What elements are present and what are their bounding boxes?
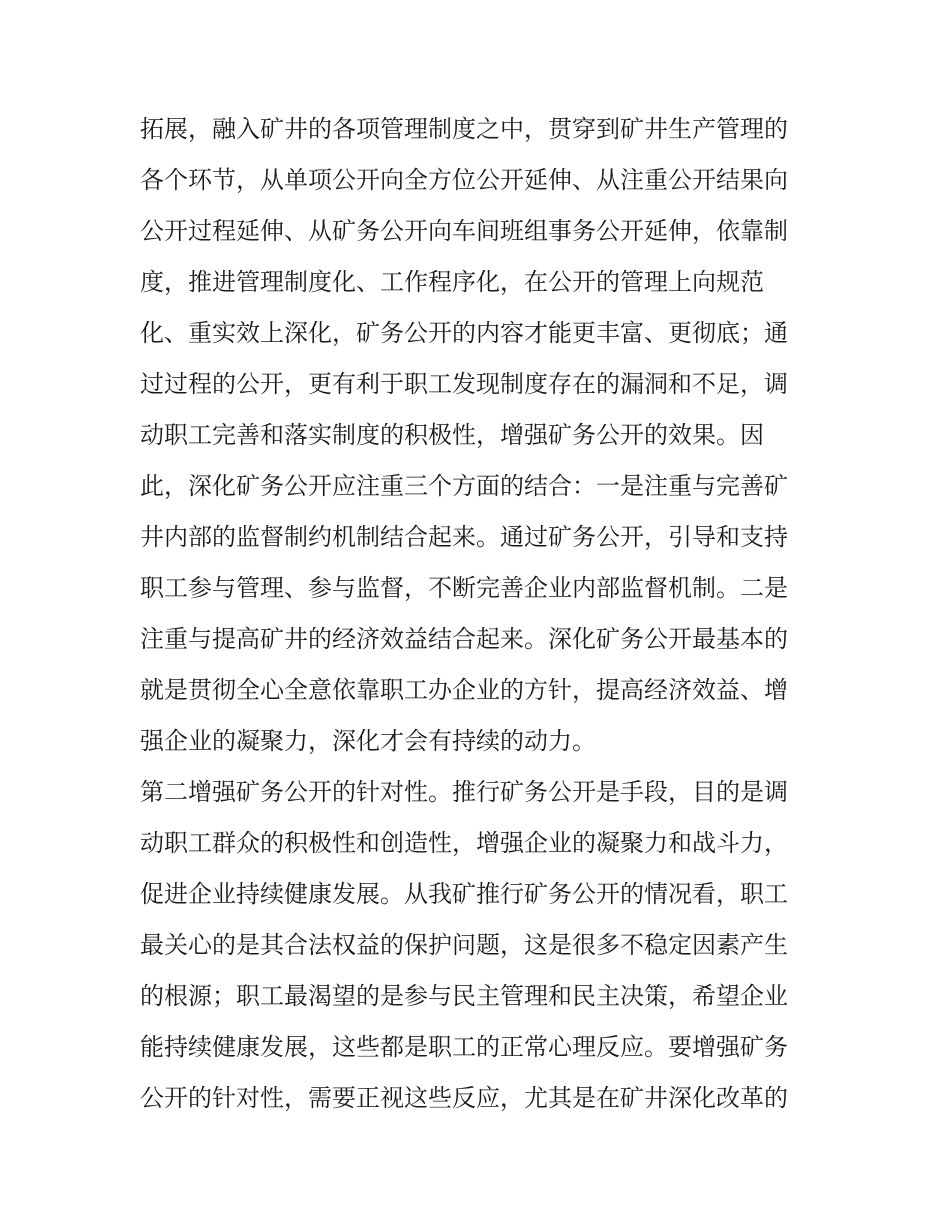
text-line: 能持续健康发展，这些都是职工的正常心理反应。要增强矿务 [140,1033,788,1061]
text-line: 过过程的公开，更有利于职工发现制度存在的漏洞和不足，调 [140,370,788,398]
text-line: 此，深化矿务公开应注重三个方面的结合：一是注重与完善矿 [140,472,788,500]
text-line: 化、重实效上深化，矿务公开的内容才能更丰富、更彻底；通 [140,319,788,347]
text-line: 第二增强矿务公开的针对性。推行矿务公开是手段，目的是调 [140,778,788,806]
text-line: 公开的针对性，需要正视这些反应，尤其是在矿井深化改革的 [140,1084,788,1112]
text-line: 强企业的凝聚力，深化才会有持续的动力。 [140,727,596,755]
text-line: 动职工群众的积极性和创造性，增强企业的凝聚力和战斗力， [140,829,788,857]
text-line: 注重与提高矿井的经济效益结合起来。深化矿务公开最基本的 [140,625,788,653]
text-line: 公开过程延伸、从矿务公开向车间班组事务公开延伸，依靠制 [140,217,788,245]
text-line: 促进企业持续健康发展。从我矿推行矿务公开的情况看，职工 [140,880,788,908]
text-line: 就是贯彻全心全意依靠职工办企业的方针，提高经济效益、增 [140,676,788,704]
text-line: 各个环节，从单项公开向全方位公开延伸、从注重公开结果向 [140,166,788,194]
text-line: 最关心的是其合法权益的保护问题，这是很多不稳定因素产生 [140,931,788,959]
text-line: 的根源；职工最渴望的是参与民主管理和民主决策，希望企业 [140,982,788,1010]
text-line: 拓展，融入矿井的各项管理制度之中，贯穿到矿井生产管理的 [140,115,788,143]
text-line: 度，推进管理制度化、工作程序化，在公开的管理上向规范 [140,268,764,296]
body-text [140,104,815,1124]
text-line: 动职工完善和落实制度的积极性，增强矿务公开的效果。因 [140,421,764,449]
text-line: 井内部的监督制约机制结合起来。通过矿务公开，引导和支持 [140,523,788,551]
text-line: 职工参与管理、参与监督，不断完善企业内部监督机制。二是 [140,574,788,602]
